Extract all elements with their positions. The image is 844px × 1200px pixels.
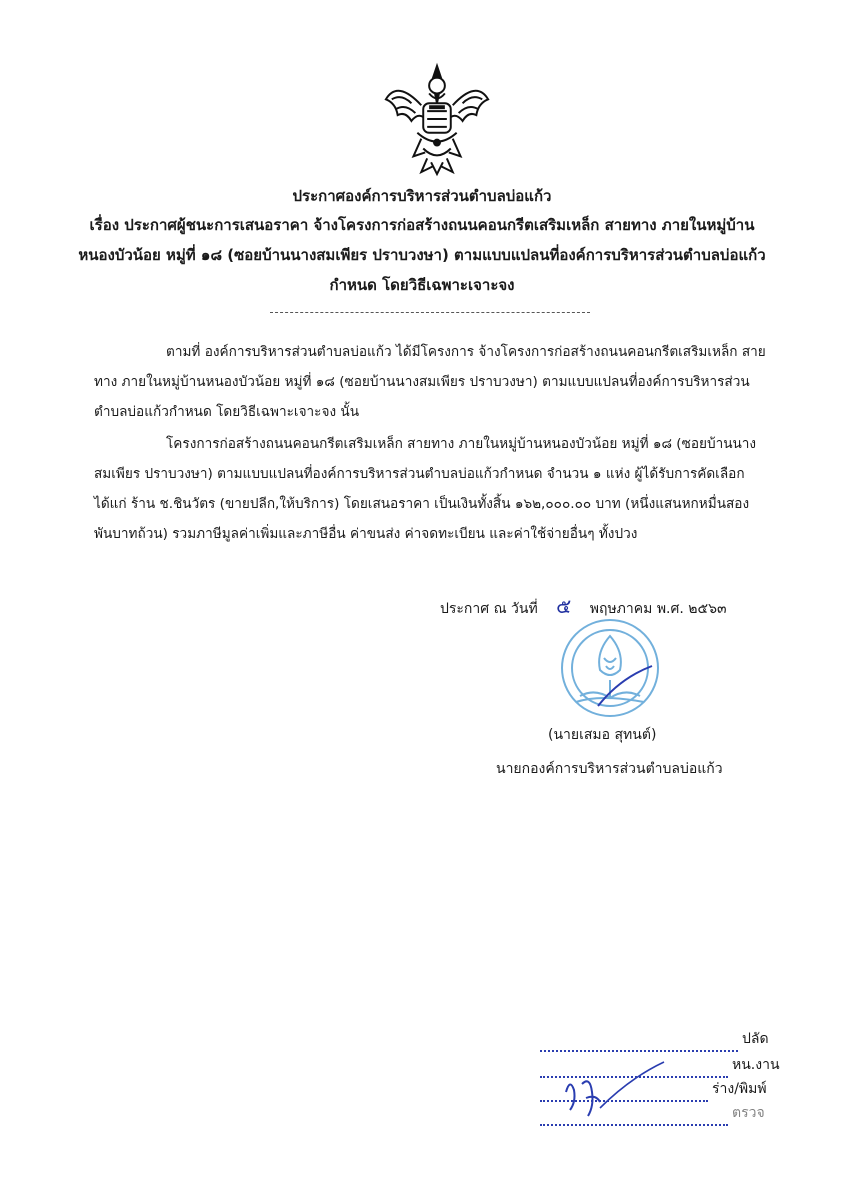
signatory-position: นายกองค์การบริหารส่วนตำบลบ่อแก้ว xyxy=(496,761,723,777)
signatory-name: (นายเสมอ สุทนต์) xyxy=(548,727,657,743)
paragraph-2-line-2: สมเพียร ปราบวงษา) ตามแบบแปลนที่องค์การบริหารส่วนตำบลบ่อแก้วกำหนด จำนวน ๑ แห่ง ผู้ได้รับการคัดเลือก xyxy=(94,466,745,482)
paragraph-2-line-4: พันบาทถ้วน) รวมภาษีมูลค่าเพิ่มและภาษีอื่น ค่าขนส่ง ค่าจดทะเบียน และค่าใช้จ่ายอื่นๆ ทั้งปวง xyxy=(94,526,638,542)
announcement-title: ประกาศองค์การบริหารส่วนตำบลบ่อแก้ว xyxy=(292,187,552,205)
separator-line xyxy=(270,312,590,313)
paragraph-2-line-1: โครงการก่อสร้างถนนคอนกรีตเสริมเหล็ก สายทาง ภายในหมู่บ้านหนองบัวน้อย หมู่ที่ ๑๘ (ซอยบ้านนาง xyxy=(166,436,757,452)
paragraph-1-line-1: ตามที่ องค์การบริหารส่วนตำบลบ่อแก้ว ได้มีโครงการ จ้างโครงการก่อสร้างถนนคอนกรีตเสริมเหล็ก สาย xyxy=(166,344,766,360)
footer-label-checker: ตรวจ xyxy=(732,1105,765,1121)
subject-line-1: เรื่อง ประกาศผู้ชนะการเสนอราคา จ้างโครงการก่อสร้างถนนคอนกรีตเสริมเหล็ก สายทาง ภายในหมู่บ้าน xyxy=(89,216,755,234)
date-month-year: พฤษภาคม พ.ศ. ๒๕๖๓ xyxy=(589,601,727,617)
footer-label-drafter: ร่าง/พิมพ์ xyxy=(712,1081,767,1097)
footer-label-deputy: ปลัด xyxy=(742,1031,769,1047)
paragraph-1-line-2: ทาง ภายในหมู่บ้านหนองบัวน้อย หมู่ที่ ๑๘ (ซอยบ้านนางสมเพียร ปราบวงษา) ตามแบบแปลนที่องค์การบริหารส่วน xyxy=(94,374,750,390)
subject-line-3: กำหนด โดยวิธีเฉพาะเจาะจง xyxy=(329,276,515,294)
initials-signature-icon xyxy=(560,1058,670,1128)
footer-label-section-head: หน.งาน xyxy=(732,1057,780,1073)
footer-dotted-line-1 xyxy=(540,1050,738,1052)
paragraph-1-line-3: ตำบลบ่อแก้วกำหนด โดยวิธีเฉพาะเจาะจง นั้น xyxy=(94,404,359,420)
subject-line-2: หนองบัวน้อย หมู่ที่ ๑๘ (ซอยบ้านนางสมเพียร ปราบวงษา) ตามแบบแปลนที่องค์การบริหารส่วนตำบลบ่อแก้ว xyxy=(78,246,766,264)
official-seal-stamp-icon xyxy=(540,608,680,718)
date-prefix: ประกาศ ณ วันที่ xyxy=(440,601,538,617)
date-day: ๕ xyxy=(556,594,572,618)
paragraph-2-line-3: ได้แก่ ร้าน ช.ชินวัตร (ขายปลีก,ให้บริการ) โดยเสนอราคา เป็นเงินทั้งสิ้น ๑๖๒,๐๐๐.๐๐ บาท (หนึ่งแสนหกหมื่นสอง xyxy=(94,496,750,512)
garuda-emblem-icon xyxy=(378,60,496,178)
